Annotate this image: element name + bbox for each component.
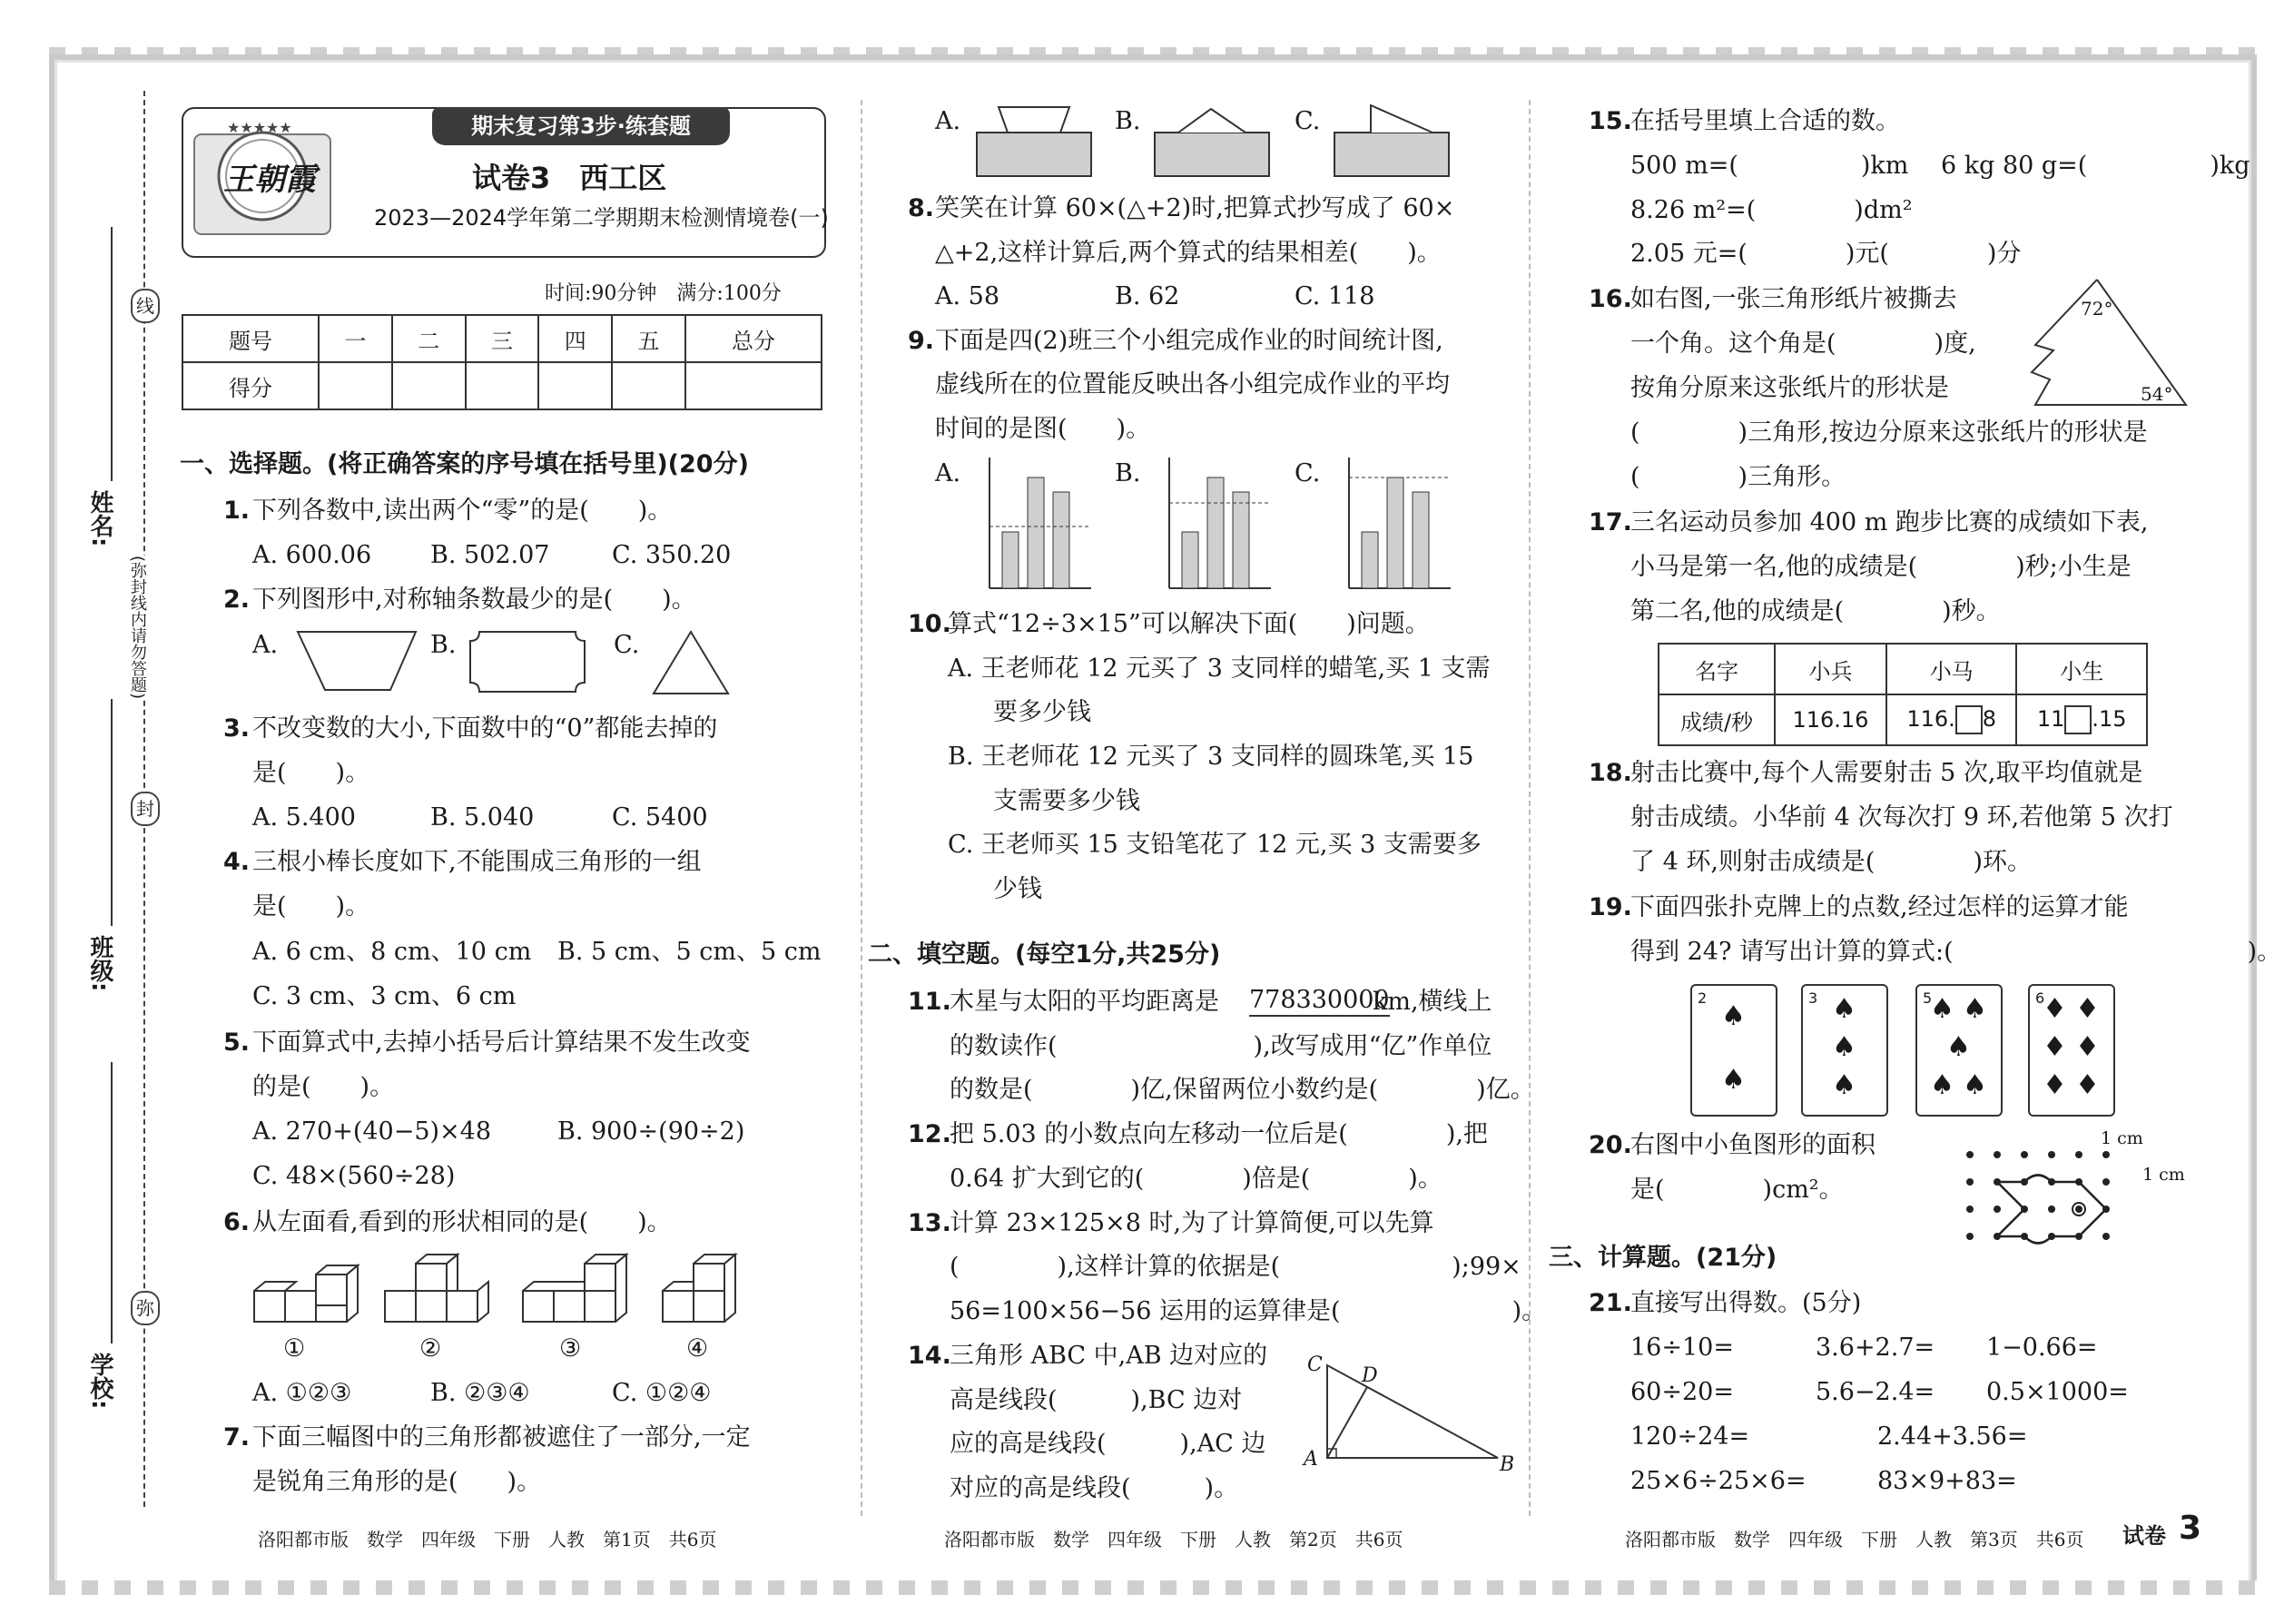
q5-line2: 的是( )。 (252, 1073, 395, 1101)
race-results-table (1658, 643, 2148, 746)
q1-text: 下列各数中,读出两个“零”的是( )。 (252, 497, 673, 525)
point-c-label: C (1307, 1353, 1323, 1376)
point-d-label: D (1362, 1364, 1378, 1387)
xiaoma-hidden-digit (1955, 705, 1983, 734)
spade-icon: ♠ (1832, 1031, 1856, 1063)
svg-text:★★★★★: ★★★★★ (227, 119, 292, 136)
q2-number: 2. (223, 586, 251, 614)
score-cell[interactable] (538, 362, 612, 409)
q6-option-a[interactable]: A. ①②③ (252, 1379, 352, 1407)
q17-line2: 小马是第一名,他的成绩是( )秒;小生是 (1630, 553, 2132, 581)
card-rank: 6 (2035, 989, 2045, 1007)
q7-line1: 下面三幅图中的三角形都被遮住了一部分,一定 (252, 1423, 751, 1452)
race-result-row (1659, 694, 2147, 745)
q16-line5: ( )三角形。 (1630, 463, 1846, 491)
q4-number: 4. (223, 848, 251, 876)
column-divider-1 (861, 100, 862, 1516)
score-col-4: 四 (538, 315, 612, 362)
calc-2: 3.6+2.7= (1816, 1334, 1935, 1362)
covered-triangle-c (1331, 102, 1454, 180)
paper-title: 试卷3 西工区 (472, 161, 667, 195)
diamond-icon: ♦ (2043, 1031, 2067, 1063)
spade-icon: ♠ (1963, 993, 1987, 1025)
race-xiaobing-time: 116.16 (1775, 694, 1886, 745)
xiaosheng-hidden-digit (2064, 705, 2092, 734)
q9-number: 9. (908, 327, 935, 355)
grid-unit-horizontal: 1 cm (2101, 1128, 2143, 1148)
race-xiaosheng-time (2016, 694, 2147, 745)
class-label: 班级: (86, 935, 113, 992)
q2-option-a[interactable]: A. (252, 631, 279, 659)
q8-option-c[interactable]: C. 118 (1295, 282, 1375, 310)
calc-4: 60÷20= (1630, 1378, 1734, 1406)
playing-card-2-spades (1690, 984, 1777, 1117)
q15-line1: 500 m=( )km 6 kg 80 g=( )kg (1630, 152, 2250, 180)
spade-icon: ♠ (1930, 1069, 1954, 1101)
q9-line2: 虚线所在的位置能反映出各小组完成作业的平均 (935, 370, 1450, 399)
q12-number: 12. (908, 1120, 951, 1148)
q9-option-c[interactable]: C. (1295, 459, 1321, 487)
school-label: 学校: (86, 1353, 113, 1410)
q7-option-a[interactable]: A. (935, 107, 961, 135)
binding-char-1: 线 (131, 289, 160, 323)
q20-line1: 右图中小鱼图形的面积 (1630, 1131, 1876, 1159)
q14-line3: 应的高是线段( ),AC 边 (950, 1430, 1266, 1458)
q13-line2: ( ),这样计算的依据是( );99× (950, 1253, 1521, 1281)
q13-number: 13. (908, 1209, 951, 1237)
covered-triangle-b (1151, 102, 1275, 180)
q5-number: 5. (223, 1029, 251, 1057)
q3-option-c[interactable]: C. 5400 (612, 803, 708, 832)
score-cell[interactable] (612, 362, 685, 409)
q10-option-a-line2: 要多少钱 (993, 698, 1091, 726)
q8-line1: 笑笑在计算 60×(△+2)时,把算式抄写成了 60× (935, 194, 1455, 222)
q13-line1: 计算 23×125×8 时,为了计算简便,可以先算 (950, 1209, 1434, 1237)
race-row-label: 成绩/秒 (1659, 694, 1775, 745)
q15-line2: 8.26 m²=( )dm² (1630, 196, 1913, 224)
q13-line3: 56=100×56−56 运用的运算律是( )。 (950, 1297, 1547, 1325)
q16-line3: 按角分原来这张纸片的形状是 (1630, 374, 1949, 402)
q10-option-a-line1[interactable]: A. 王老师花 12 元买了 3 支同样的蜡笔,买 1 支需 (948, 655, 1491, 683)
q6-number: 6. (223, 1208, 251, 1236)
score-col-5: 五 (612, 315, 685, 362)
fish-dot-grid (1961, 1146, 2124, 1264)
race-header-row (1659, 644, 2147, 694)
q18-line2: 射击成绩。小华前 4 次每次打 9 环,若他第 5 次打 (1630, 803, 2173, 832)
q3-number: 3. (223, 714, 251, 743)
xiaoma-time-suffix: 8 (1982, 706, 1997, 732)
q7-line2: 是锐角三角形的是( )。 (252, 1468, 542, 1496)
logo-text: 王朝霞 (223, 162, 316, 198)
q10-option-b-line2: 支需要多少钱 (993, 787, 1140, 815)
q5-option-b[interactable]: B. 900÷(90÷2) (557, 1117, 745, 1146)
calc-1: 16÷10= (1630, 1334, 1734, 1362)
grid-unit-vertical: 1 cm (2142, 1165, 2185, 1185)
q5-line1: 下面算式中,去掉小括号后计算结果不发生改变 (252, 1029, 751, 1057)
binding-warning: (弥封线内请勿答题) (125, 556, 149, 699)
point-a-label: A (1304, 1448, 1318, 1471)
q15-line3: 2.05 元=( )元( )分 (1630, 240, 2022, 268)
q1-number: 1. (223, 497, 251, 525)
q11-line2: 的数读作( ),改写成用“亿”作单位 (950, 1032, 1492, 1060)
bar-graph-b (1151, 454, 1275, 594)
q5-option-a[interactable]: A. 270+(40−5)×48 (252, 1117, 492, 1146)
q10-option-c-line1[interactable]: C. 王老师买 15 支铅笔花了 12 元,买 3 支需要多 (948, 831, 1482, 859)
score-table-header (182, 315, 822, 362)
q8-option-b[interactable]: B. 62 (1115, 282, 1180, 310)
spade-icon: ♠ (1832, 1069, 1856, 1101)
score-col-1: 一 (319, 315, 392, 362)
diamond-icon: ♦ (2075, 1031, 2100, 1063)
diamond-icon: ♦ (2075, 993, 2100, 1025)
q11-line1b: km,横线上 (1373, 988, 1492, 1016)
spade-icon: ♠ (1721, 1000, 1746, 1032)
cube-figures (247, 1249, 828, 1336)
q16-line2: 一个角。这个角是( )度, (1630, 330, 1976, 358)
bar-graph-a (971, 454, 1095, 594)
race-xiaoma-time (1886, 694, 2017, 745)
q2-option-c[interactable]: C. (614, 631, 640, 659)
calc-3: 1−0.66= (1986, 1334, 2098, 1362)
race-header-xiaobing: 小兵 (1775, 644, 1886, 694)
q18-line3: 了 4 环,则射击成绩是( )环。 (1630, 848, 2032, 876)
q6-fig-label-2: ② (419, 1334, 442, 1363)
spade-icon: ♠ (1946, 1031, 1971, 1063)
paper-label: 试卷 (2122, 1523, 2166, 1549)
q19-line1: 下面四张扑克牌上的点数,经过怎样的运算才能 (1630, 893, 2129, 921)
q4-line1: 三根小棒长度如下,不能围成三角形的一组 (252, 848, 702, 876)
q20-number: 20. (1589, 1131, 1632, 1159)
footer-page-3: 洛阳都市版 数学 四年级 下册 人教 第3页 共6页 (1625, 1529, 2084, 1550)
race-header-name: 名字 (1659, 644, 1775, 694)
q3-line2: 是( )。 (252, 759, 370, 787)
spade-icon: ♠ (1930, 993, 1954, 1025)
calc-5: 5.6−2.4= (1816, 1378, 1935, 1406)
calc-8: 2.44+3.56= (1877, 1422, 2028, 1451)
footer-page-1: 洛阳都市版 数学 四年级 下册 人教 第1页 共6页 (258, 1529, 717, 1550)
q4-option-b[interactable]: B. 5 cm、5 cm、5 cm (557, 938, 822, 966)
bar-graph-c (1331, 454, 1454, 594)
q20-line2: 是( )cm²。 (1630, 1176, 1844, 1204)
school-field[interactable] (111, 1062, 113, 1343)
q3-line1: 不改变数的大小,下面数中的“0”都能去掉的 (252, 714, 718, 743)
q9-line1: 下面是四(2)班三个小组完成作业的时间统计图, (935, 327, 1443, 355)
q9-option-a[interactable]: A. (935, 459, 961, 487)
q10-option-c-line2: 少钱 (993, 875, 1042, 903)
q10-text: 算式“12÷3×15”可以解决下面( )问题。 (948, 610, 1430, 638)
q14-line2: 高是线段( ),BC 边对 (950, 1386, 1243, 1414)
section2-title: 二、填空题。(每空1分,共25分) (868, 940, 1221, 969)
q17-line3: 第二名,他的成绩是( )秒。 (1630, 597, 2001, 625)
binding-char-2: 封 (131, 792, 160, 826)
card-rank: 5 (1923, 989, 1933, 1007)
q6-fig-label-4: ④ (686, 1334, 709, 1363)
score-col-total: 总分 (685, 315, 822, 362)
q1-option-a[interactable]: A. 600.06 (252, 541, 372, 569)
score-cell[interactable] (685, 362, 822, 409)
name-field[interactable] (111, 227, 113, 481)
q14-number: 14. (908, 1342, 951, 1370)
q4-option-c[interactable]: C. 3 cm、3 cm、6 cm (252, 982, 517, 1010)
q6-fig-label-1: ① (283, 1334, 306, 1363)
score-table-row (182, 362, 822, 409)
q8-option-a[interactable]: A. 58 (935, 282, 1000, 310)
q6-text: 从左面看,看到的形状相同的是( )。 (252, 1208, 672, 1236)
paper-number: 3 (2179, 1510, 2202, 1547)
q1-option-b[interactable]: B. 502.07 (430, 541, 550, 569)
q19-number: 19. (1589, 893, 1632, 921)
diamond-icon: ♦ (2043, 1069, 2067, 1101)
race-header-xiaoma: 小马 (1886, 644, 2017, 694)
q11-line3: 的数是( )亿,保留两位小数约是( )亿。 (950, 1076, 1535, 1104)
q5-option-c[interactable]: C. 48×(560÷28) (252, 1162, 456, 1190)
binding-char-3: 弥 (131, 1291, 160, 1325)
q17-number: 17. (1589, 508, 1632, 536)
q15-number: 15. (1589, 107, 1632, 135)
q3-option-a[interactable]: A. 5.400 (252, 803, 356, 832)
q21-text: 直接写出得数。(5分) (1630, 1289, 1862, 1317)
score-col-label: 题号 (182, 315, 319, 362)
notched-rectangle-shape (467, 628, 588, 695)
q16-line4: ( )三角形,按边分原来这张纸片的形状是 (1630, 418, 2148, 447)
card-rank: 3 (1808, 989, 1818, 1007)
q2-option-b[interactable]: B. (430, 631, 457, 659)
q6-option-b[interactable]: B. ②③④ (430, 1379, 530, 1407)
q10-option-b-line1[interactable]: B. 王老师花 12 元买了 3 支同样的圆珠笔,买 15 (948, 743, 1474, 771)
q9-option-b[interactable]: B. (1115, 459, 1141, 487)
score-cell[interactable] (392, 362, 466, 409)
q4-option-a[interactable]: A. 6 cm、8 cm、10 cm (252, 938, 532, 966)
spade-icon: ♠ (1832, 993, 1856, 1025)
score-row-label: 得分 (182, 362, 319, 409)
score-col-2: 二 (392, 315, 466, 362)
footer-page-2: 洛阳都市版 数学 四年级 下册 人教 第2页 共6页 (944, 1529, 1403, 1550)
covered-triangle-a (973, 102, 1097, 180)
spade-icon: ♠ (1963, 1069, 1987, 1101)
q11-number: 11. (908, 988, 951, 1016)
q19-line2: 得到 24? 请写出计算的算式:( )。 (1630, 938, 2282, 966)
q15-text: 在括号里填上合适的数。 (1630, 107, 1900, 135)
column-divider-2 (1529, 100, 1531, 1516)
q7-number: 7. (223, 1423, 251, 1452)
q11-line1a: 木星与太阳的平均距离是 (950, 988, 1219, 1016)
calc-9: 25×6÷25×6= (1630, 1467, 1807, 1495)
calc-10: 83×9+83= (1877, 1467, 2017, 1495)
q8-line2: △+2,这样计算后,两个算式的结果相差( )。 (935, 239, 1442, 267)
bottom-border-wave (49, 1580, 2257, 1595)
q21-number: 21. (1589, 1289, 1632, 1317)
q7-option-b[interactable]: B. (1115, 107, 1141, 135)
section1-title: 一、选择题。(将正确答案的序号填在括号里)(20分) (180, 450, 749, 478)
q12-line2: 0.64 扩大到它的( )倍是( )。 (950, 1165, 1442, 1193)
q4-line2: 是( )。 (252, 892, 370, 920)
playing-card-5-spades (1915, 984, 2003, 1117)
q14-line1: 三角形 ABC 中,AB 边对应的 (950, 1342, 1268, 1370)
header-badge: 期末复习第3步·练套题 (432, 107, 730, 145)
class-field[interactable] (111, 699, 113, 926)
triangle-shape (650, 628, 732, 697)
playing-card-6-diamonds (2028, 984, 2115, 1117)
q16-line1: 如右图,一张三角形纸片被撕去 (1630, 285, 1957, 313)
q7-option-c[interactable]: C. (1295, 107, 1321, 135)
score-cell[interactable] (319, 362, 392, 409)
score-cell[interactable] (466, 362, 539, 409)
name-label: 姓名: (86, 490, 113, 547)
q2-text: 下列图形中,对称轴条数最少的是( )。 (252, 586, 696, 614)
xiaoma-time-prefix: 116. (1906, 706, 1955, 732)
q16-number: 16. (1589, 285, 1632, 313)
section3-title: 三、计算题。(21分) (1549, 1244, 1777, 1272)
card-rank: 2 (1698, 989, 1708, 1007)
diamond-icon: ♦ (2043, 993, 2067, 1025)
time-info: 时间:90分钟 满分:100分 (545, 282, 782, 305)
q9-line3: 时间的是图( )。 (935, 415, 1151, 443)
playing-card-3-spades (1801, 984, 1888, 1117)
calc-7: 120÷24= (1630, 1422, 1750, 1451)
calc-6: 0.5×1000= (1986, 1378, 2129, 1406)
q6-fig-label-3: ③ (559, 1334, 582, 1363)
point-b-label: B (1500, 1453, 1515, 1476)
q17-line1: 三名运动员参加 400 m 跑步比赛的成绩如下表, (1630, 508, 2149, 536)
xiaosheng-time-prefix: 11 (2036, 706, 2065, 732)
spade-icon: ♠ (1721, 1064, 1746, 1096)
triangle-abc-figure (1304, 1353, 1512, 1476)
q18-number: 18. (1589, 759, 1632, 787)
score-table (182, 314, 822, 410)
q6-option-c[interactable]: C. ①②④ (612, 1379, 712, 1407)
q14-line4: 对应的高是线段( )。 (950, 1474, 1239, 1502)
angle-72-label: 72° (2081, 298, 2113, 320)
diamond-icon: ♦ (2075, 1069, 2100, 1101)
trapezoid-shape (294, 628, 421, 695)
q11-distance: 778330000 (1249, 986, 1390, 1017)
score-col-3: 三 (466, 315, 539, 362)
angle-54-label: 54° (2141, 383, 2173, 405)
q1-option-c[interactable]: C. 350.20 (612, 541, 732, 569)
q12-line1: 把 5.03 的小数点向左移动一位后是( ),把 (950, 1120, 1488, 1148)
xiaosheng-time-suffix: .15 (2092, 706, 2127, 732)
q8-number: 8. (908, 194, 935, 222)
q10-number: 10. (908, 610, 951, 638)
q3-option-b[interactable]: B. 5.040 (430, 803, 535, 832)
q18-line1: 射击比赛中,每个人需要射击 5 次,取平均值就是 (1630, 759, 2143, 787)
race-header-xiaosheng: 小生 (2016, 644, 2147, 694)
paper-subtitle: 2023—2024学年第二学期期末检测情境卷(一) (374, 205, 829, 231)
